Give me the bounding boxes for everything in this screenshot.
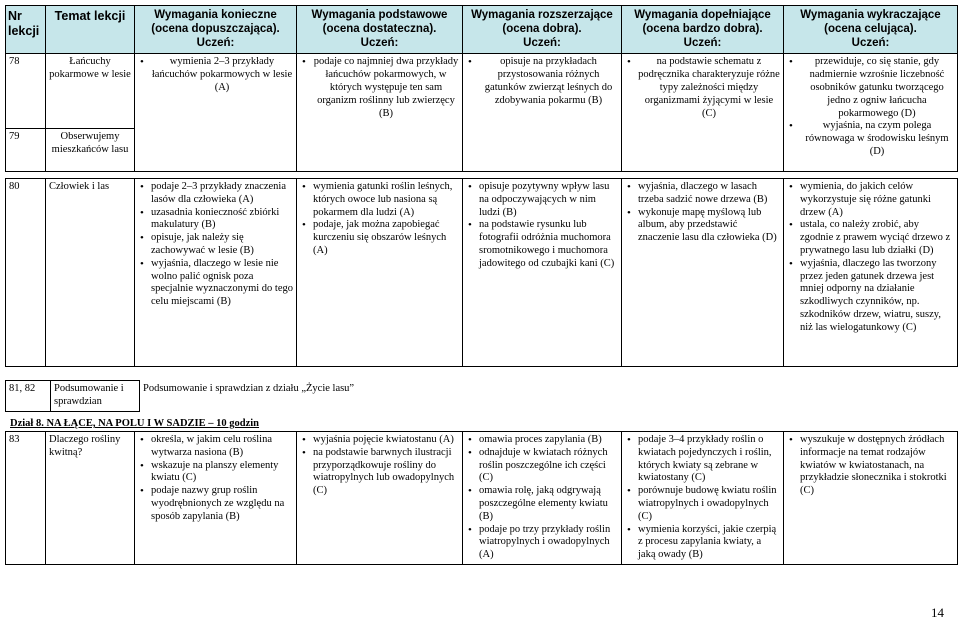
requirement-item: • na podstawie schematu z podręcznika charakteryzuje różne typy zależności między organizmami żyjącymi w lesie (C) bbox=[638, 56, 780, 120]
req-col-1 bbox=[135, 54, 297, 172]
lesson-topic: Dlaczego rośliny kwitną? bbox=[46, 432, 135, 565]
lesson-nr: 81, 82 bbox=[6, 381, 51, 412]
requirements-table-80 bbox=[5, 178, 958, 367]
requirement-item: • na podstawie barwnych ilustracji przyporządkowuje rośliny do wiatropylnych lub owadopylnych (C) bbox=[313, 447, 459, 498]
requirement-item: • wymienia korzyści, jakie czerpią z procesu zapylania kwiaty, a jaką owady (B) bbox=[638, 524, 780, 562]
req-col-4 bbox=[622, 54, 784, 172]
requirement-item: • wykonuje mapę myślową lub album, aby przedstawić znaczenie lasu dla człowieka (D) bbox=[638, 207, 780, 245]
requirement-item: • wyjaśnia, dlaczego w lesie nie wolno palić ognisk poza specjalnie wyznaczonymi do tego celu miejscami (B) bbox=[151, 258, 293, 309]
req-col-3 bbox=[463, 54, 622, 172]
req-col-5 bbox=[784, 54, 958, 172]
req-col-3 bbox=[463, 432, 622, 565]
req-col-2 bbox=[297, 179, 463, 367]
lesson-topic: Człowiek i las bbox=[46, 179, 135, 367]
requirement-item: • opisuje, jak należy się zachowywać w lesie (B) bbox=[151, 232, 293, 258]
requirement-item: • uzasadnia konieczność zbiórki makulatury (B) bbox=[151, 207, 293, 233]
requirement-item: • ustala, co należy zrobić, aby zgodnie z prawem wyciąć drzewo z prywatnego lasu lub działki (D) bbox=[800, 219, 954, 257]
req-col-4 bbox=[622, 432, 784, 565]
header-level-5: Wymagania wykraczające (ocena celująca). Uczeń: bbox=[784, 6, 958, 54]
nr-cell bbox=[6, 54, 46, 172]
header-topic: Temat lekcji bbox=[46, 6, 135, 54]
requirement-item: • określa, w jakim celu roślina wytwarza nasiona (B) bbox=[151, 434, 293, 460]
req-col-1 bbox=[135, 179, 297, 367]
requirement-item: • wyjaśnia, dlaczego w lasach trzeba sadzić nowe drzewa (B) bbox=[638, 181, 780, 207]
req-col-2 bbox=[297, 54, 463, 172]
lesson-row-78-79 bbox=[6, 54, 958, 172]
requirement-item: • przewiduje, co się stanie, gdy nadmiernie wzrośnie liczebność osobników gatunku tworzącego jedno z ogniw łańcucha pokarmowego (D) bbox=[800, 56, 954, 120]
requirement-item: • wyjaśnia, dlaczego las tworzony przez jeden gatunek drzewa jest mniej odporny na działanie szkodliwych czynników, np. szkodników drzew, wiatru, suszy, niż las wielogatunkowy (C) bbox=[800, 258, 954, 335]
header-level-4: Wymagania dopełniające (ocena bardzo dobra). Uczeń: bbox=[622, 6, 784, 54]
requirement-item: • wymienia, do jakich celów wykorzystuje się różne gatunki drzew (A) bbox=[800, 181, 954, 219]
requirement-item: • wyjaśnia pojęcie kwiatostanu (A) bbox=[313, 434, 459, 447]
requirement-item: • na podstawie rysunku lub fotografii odróżnia muchomora sromotnikowego i muchomora jadowitego od czubajki kani (C) bbox=[479, 219, 618, 270]
summary-table bbox=[5, 380, 958, 412]
req-col-4 bbox=[622, 179, 784, 367]
header-level-1: Wymagania konieczne (ocena dopuszczająca). Uczeń: bbox=[135, 6, 297, 54]
requirement-item: • podaje po trzy przykłady roślin wiatropylnych i owadopylnych (A) bbox=[479, 524, 618, 562]
requirement-item: • podaje, jak można zapobiegać kurczeniu się obszarów leśnych (A) bbox=[313, 219, 459, 257]
req-col-3 bbox=[463, 179, 622, 367]
requirement-item: • podaje 2–3 przykłady znaczenia lasów dla człowieka (A) bbox=[151, 181, 293, 207]
section-heading: Dział 8. NA ŁĄCE, NA POLU I W SADZIE – 10 godzin bbox=[10, 418, 260, 429]
lesson-row-80 bbox=[6, 179, 958, 367]
requirement-item: • odnajduje w kwiatach różnych roślin poszczególne ich części (C) bbox=[479, 447, 618, 485]
requirement-item: • porównuje budowę kwiatu roślin wiatropylnych i owadopylnych (C) bbox=[638, 485, 780, 523]
requirement-item: • wyjaśnia, na czym polega równowaga w środowisku leśnym (D) bbox=[800, 120, 954, 158]
requirement-item: • wyszukuje w dostępnych źródłach informacje na temat rodzajów kwiatów w kwiatostanach, na przykładzie słonecznika i stokrotki (C) bbox=[800, 434, 954, 498]
requirements-table-83 bbox=[5, 431, 958, 565]
requirement-item: • wymienia 2–3 przykłady łańcuchów pokarmowych w lesie (A) bbox=[151, 56, 293, 94]
req-col-5 bbox=[784, 179, 958, 367]
requirement-item: • podaje 3–4 przykłady roślin o kwiatach pojedynczych i roślin, których kwiaty są zebrane w kwiatostany (C) bbox=[638, 434, 780, 485]
lesson-nr: 78 bbox=[9, 56, 20, 68]
requirement-item: • podaje nazwy grup roślin wyodrębnionych ze względu na sposób zapylania (B) bbox=[151, 485, 293, 523]
lesson-topic: Łańcuchy pokarmowe w lesie bbox=[49, 56, 131, 81]
requirements-table-top bbox=[5, 5, 958, 172]
lesson-topic: Podsumowanie i sprawdzian bbox=[51, 381, 140, 412]
req-col-5 bbox=[784, 432, 958, 565]
topic-cell bbox=[46, 54, 135, 172]
req-col-2 bbox=[297, 432, 463, 565]
lesson-nr: 80 bbox=[6, 179, 46, 367]
page-number: 14 bbox=[931, 605, 944, 621]
requirement-item: • wymienia gatunki roślin leśnych, których owoce lub nasiona są pokarmem dla ludzi (A) bbox=[313, 181, 459, 219]
header-level-2: Wymagania podstawowe (ocena dostateczna). Uczeń: bbox=[297, 6, 463, 54]
header-row bbox=[6, 6, 958, 54]
summary-text: Podsumowanie i sprawdzian z działu „Życie lasu” bbox=[140, 381, 958, 412]
lesson-row-83 bbox=[6, 432, 958, 565]
requirement-item: • omawia rolę, jaką odgrywają poszczególne elementy kwiatu (B) bbox=[479, 485, 618, 523]
lesson-row-81-82 bbox=[6, 381, 958, 412]
lesson-nr: 83 bbox=[6, 432, 46, 565]
requirement-item: • podaje co najmniej dwa przykłady łańcuchów pokarmowych, w których występuje ten sam organizm roślinny lub zwierzęcy (B) bbox=[313, 56, 459, 120]
req-col-1 bbox=[135, 432, 297, 565]
requirement-item: • opisuje na przykładach przystosowania różnych gatunków zwierząt leśnych do zdobywania pokarmu (B) bbox=[479, 56, 618, 107]
lesson-nr: 79 bbox=[6, 128, 45, 146]
header-level-3: Wymagania rozszerzające (ocena dobra). Uczeń: bbox=[463, 6, 622, 54]
requirement-item: • omawia proces zapylania (B) bbox=[479, 434, 618, 447]
header-nr: Nr lekcji bbox=[6, 6, 46, 54]
requirement-item: • opisuje pozytywny wpływ lasu na odpoczywających w nim ludzi (B) bbox=[479, 181, 618, 219]
requirement-item: • wskazuje na planszy elementy kwiatu (C) bbox=[151, 460, 293, 486]
lesson-topic: Obserwujemy mieszkańców lasu bbox=[46, 128, 134, 159]
